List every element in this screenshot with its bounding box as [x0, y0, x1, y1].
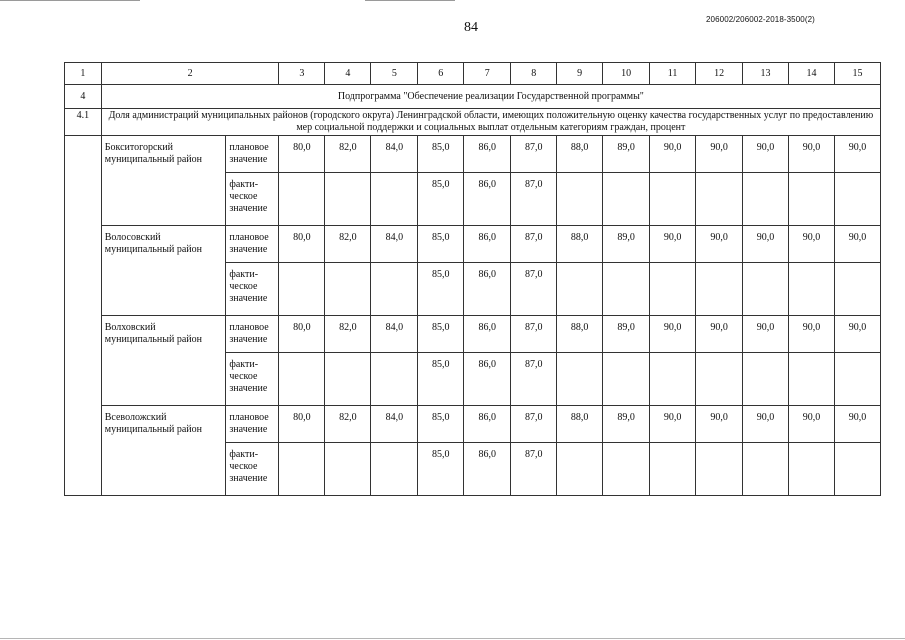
- fact-value: [371, 263, 418, 316]
- fact-value: [603, 173, 650, 226]
- plan-value: 82,0: [325, 226, 371, 263]
- header-cell: 15: [834, 63, 880, 85]
- district-name: Волосовский муниципальный район: [101, 226, 226, 316]
- fact-label: факти-ческое значение: [226, 173, 279, 226]
- indicator-table: [64, 62, 881, 496]
- plan-row: [65, 226, 881, 263]
- fact-value: 87,0: [511, 443, 557, 496]
- fact-value: [789, 443, 835, 496]
- plan-row: [65, 136, 881, 173]
- plan-value: 84,0: [371, 136, 418, 173]
- indicator-title: Доля администраций муниципальных районов (городского округа) Ленинградской области, имеющих положительную оценку качества государственных услуг по предоставлению мер социальной поддержки и социальных выплат отдельным категориям граждан, процент: [101, 109, 880, 136]
- header-cell: 2: [101, 63, 279, 85]
- plan-label: плановое значение: [226, 136, 279, 173]
- fact-value: [743, 263, 789, 316]
- header-cell: 6: [418, 63, 464, 85]
- header-cell: 9: [557, 63, 603, 85]
- plan-label: плановое значение: [226, 316, 279, 353]
- fact-value: [743, 443, 789, 496]
- header-row: [65, 63, 881, 85]
- plan-value: 80,0: [279, 406, 325, 443]
- fact-value: [650, 173, 696, 226]
- scan-top-edge-right: [365, 0, 455, 1]
- plan-value: 87,0: [511, 226, 557, 263]
- fact-value: [650, 353, 696, 406]
- district-name: Волховский муниципальный район: [101, 316, 226, 406]
- district-name: Бокситогорский муниципальный район: [101, 136, 226, 226]
- plan-value: 89,0: [603, 316, 650, 353]
- subprogram-title: Подпрограмма "Обеспечение реализации Государственной программы": [101, 85, 880, 109]
- fact-value: [325, 263, 371, 316]
- fact-value: [325, 353, 371, 406]
- blank-number-cell: [65, 136, 102, 496]
- fact-value: [603, 443, 650, 496]
- header-cell: 5: [371, 63, 418, 85]
- scan-top-edge-left: [0, 0, 140, 1]
- district-name: Всеволожский муниципальный район: [101, 406, 226, 496]
- plan-value: 84,0: [371, 226, 418, 263]
- plan-value: 82,0: [325, 316, 371, 353]
- fact-value: 85,0: [418, 353, 464, 406]
- plan-value: 90,0: [696, 136, 743, 173]
- fact-value: [603, 263, 650, 316]
- plan-value: 88,0: [557, 136, 603, 173]
- fact-value: [279, 443, 325, 496]
- fact-value: 86,0: [464, 263, 511, 316]
- plan-value: 86,0: [464, 406, 511, 443]
- fact-value: [789, 353, 835, 406]
- fact-value: [557, 173, 603, 226]
- fact-value: [557, 443, 603, 496]
- fact-value: 85,0: [418, 173, 464, 226]
- fact-value: 87,0: [511, 353, 557, 406]
- scan-bottom-edge: [0, 638, 905, 639]
- fact-value: 87,0: [511, 173, 557, 226]
- plan-value: 90,0: [834, 226, 880, 263]
- plan-value: 80,0: [279, 226, 325, 263]
- plan-value: 86,0: [464, 226, 511, 263]
- plan-label: плановое значение: [226, 406, 279, 443]
- fact-value: [557, 353, 603, 406]
- fact-value: 86,0: [464, 443, 511, 496]
- header-cell: 14: [789, 63, 835, 85]
- plan-value: 90,0: [743, 136, 789, 173]
- plan-value: 90,0: [743, 226, 789, 263]
- plan-value: 85,0: [418, 136, 464, 173]
- fact-value: [743, 173, 789, 226]
- plan-value: 87,0: [511, 136, 557, 173]
- plan-value: 90,0: [789, 136, 835, 173]
- plan-value: 88,0: [557, 226, 603, 263]
- fact-label: факти-ческое значение: [226, 263, 279, 316]
- fact-label: факти-ческое значение: [226, 353, 279, 406]
- header-cell: 8: [511, 63, 557, 85]
- plan-value: 87,0: [511, 316, 557, 353]
- header-cell: 10: [603, 63, 650, 85]
- header-cell: 3: [279, 63, 325, 85]
- plan-value: 82,0: [325, 136, 371, 173]
- plan-value: 90,0: [650, 226, 696, 263]
- plan-value: 90,0: [743, 406, 789, 443]
- plan-value: 88,0: [557, 316, 603, 353]
- indicator-row: [65, 109, 881, 136]
- fact-value: [325, 173, 371, 226]
- plan-value: 90,0: [789, 316, 835, 353]
- fact-value: [696, 263, 743, 316]
- plan-value: 90,0: [789, 226, 835, 263]
- plan-value: 89,0: [603, 226, 650, 263]
- fact-value: [557, 263, 603, 316]
- fact-value: 85,0: [418, 263, 464, 316]
- plan-value: 88,0: [557, 406, 603, 443]
- header-cell: 1: [65, 63, 102, 85]
- plan-value: 90,0: [696, 406, 743, 443]
- plan-row: [65, 316, 881, 353]
- indicator-number: 4.1: [65, 109, 102, 136]
- fact-value: [603, 353, 650, 406]
- fact-value: 86,0: [464, 353, 511, 406]
- subprogram-row: [65, 85, 881, 109]
- fact-value: [279, 263, 325, 316]
- fact-value: 86,0: [464, 173, 511, 226]
- plan-value: 85,0: [418, 226, 464, 263]
- fact-value: [696, 443, 743, 496]
- plan-value: 90,0: [696, 226, 743, 263]
- fact-value: [371, 353, 418, 406]
- plan-value: 90,0: [650, 136, 696, 173]
- plan-row: [65, 406, 881, 443]
- plan-value: 90,0: [743, 316, 789, 353]
- header-cell: 13: [743, 63, 789, 85]
- plan-value: 86,0: [464, 136, 511, 173]
- fact-value: [650, 443, 696, 496]
- fact-value: [279, 173, 325, 226]
- fact-value: [325, 443, 371, 496]
- fact-value: [650, 263, 696, 316]
- plan-value: 90,0: [696, 316, 743, 353]
- plan-value: 84,0: [371, 406, 418, 443]
- fact-value: 85,0: [418, 443, 464, 496]
- plan-value: 80,0: [279, 136, 325, 173]
- header-cell: 4: [325, 63, 371, 85]
- fact-value: [279, 353, 325, 406]
- plan-value: 90,0: [789, 406, 835, 443]
- page-number: 84: [464, 20, 478, 35]
- fact-value: [789, 263, 835, 316]
- plan-value: 90,0: [834, 316, 880, 353]
- plan-value: 90,0: [834, 136, 880, 173]
- fact-value: [789, 173, 835, 226]
- plan-value: 90,0: [650, 406, 696, 443]
- plan-value: 89,0: [603, 136, 650, 173]
- fact-value: [696, 173, 743, 226]
- fact-value: [834, 443, 880, 496]
- fact-value: [371, 443, 418, 496]
- fact-value: [371, 173, 418, 226]
- fact-label: факти-ческое значение: [226, 443, 279, 496]
- plan-value: 84,0: [371, 316, 418, 353]
- plan-value: 90,0: [650, 316, 696, 353]
- fact-value: [696, 353, 743, 406]
- plan-value: 87,0: [511, 406, 557, 443]
- fact-value: [834, 173, 880, 226]
- fact-value: [834, 263, 880, 316]
- plan-value: 86,0: [464, 316, 511, 353]
- plan-value: 85,0: [418, 316, 464, 353]
- plan-value: 85,0: [418, 406, 464, 443]
- plan-value: 90,0: [834, 406, 880, 443]
- fact-value: [743, 353, 789, 406]
- plan-label: плановое значение: [226, 226, 279, 263]
- header-cell: 7: [464, 63, 511, 85]
- fact-value: 87,0: [511, 263, 557, 316]
- plan-value: 82,0: [325, 406, 371, 443]
- subprogram-number: 4: [65, 85, 102, 109]
- header-cell: 11: [650, 63, 696, 85]
- plan-value: 80,0: [279, 316, 325, 353]
- header-cell: 12: [696, 63, 743, 85]
- fact-value: [834, 353, 880, 406]
- document-code: 206002/206002-2018-3500(2): [706, 15, 815, 24]
- plan-value: 89,0: [603, 406, 650, 443]
